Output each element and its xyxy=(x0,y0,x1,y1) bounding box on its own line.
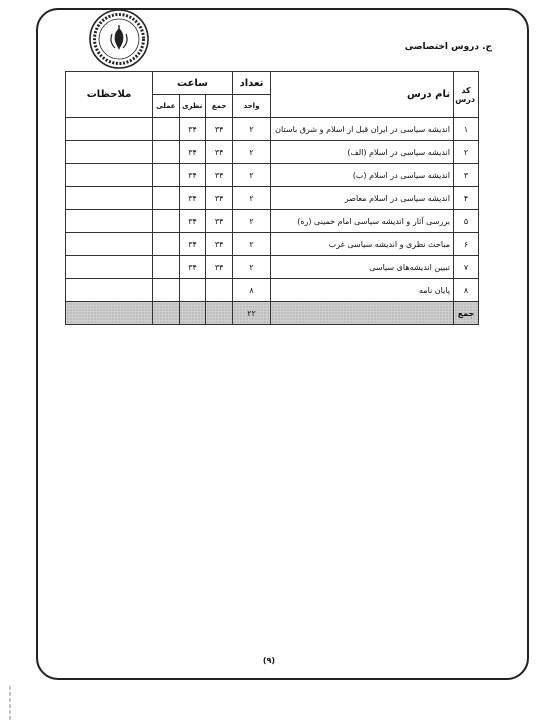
course-theory-hours: ۳۴ xyxy=(179,187,206,210)
official-seal-icon xyxy=(88,8,150,70)
course-total-hours: ۳۴ xyxy=(206,256,233,279)
course-theory-hours: ۳۴ xyxy=(179,164,206,187)
course-total-hours: ۳۴ xyxy=(206,210,233,233)
table-row xyxy=(66,118,479,141)
units-subheader: واحد xyxy=(233,95,271,118)
units-header: تعداد xyxy=(233,72,271,95)
code-header xyxy=(454,72,479,118)
sum-notes xyxy=(66,302,153,325)
course-name: تبیین اندیشه‌های سیاسی xyxy=(271,256,454,279)
course-units: ۸ xyxy=(233,279,271,302)
theory-hours-header: نظری xyxy=(179,95,206,118)
course-notes xyxy=(66,187,153,210)
course-practical-hours xyxy=(153,279,180,302)
page-number: (۹) xyxy=(262,656,276,665)
course-total-hours: ۳۴ xyxy=(206,233,233,256)
section-title: ج. دروس اختصاصی xyxy=(404,42,492,52)
course-code: ۶ xyxy=(454,233,479,256)
table-row xyxy=(66,164,479,187)
sum-units: ۲۲ xyxy=(233,302,271,325)
sum-label: جمع xyxy=(454,302,479,325)
course-notes xyxy=(66,210,153,233)
course-name: بررسی آثار و اندیشه سیاسی امام خمینی (ره) xyxy=(271,210,454,233)
course-theory-hours: ۳۴ xyxy=(179,256,206,279)
course-notes xyxy=(66,233,153,256)
table-row xyxy=(66,141,479,164)
course-code: ۲ xyxy=(454,141,479,164)
notes-header: ملاحظات xyxy=(66,72,153,118)
course-code: ۵ xyxy=(454,210,479,233)
table-row xyxy=(66,210,479,233)
course-theory-hours: ۳۴ xyxy=(179,210,206,233)
table-row xyxy=(66,233,479,256)
course-practical-hours xyxy=(153,210,180,233)
course-notes xyxy=(66,279,153,302)
course-theory-hours xyxy=(179,279,206,302)
course-total-hours: ۳۴ xyxy=(206,164,233,187)
course-practical-hours xyxy=(153,256,180,279)
sum-practical-hours xyxy=(153,302,180,325)
table-row xyxy=(66,187,479,210)
sum-theory-hours xyxy=(179,302,206,325)
course-code: ۱ xyxy=(454,118,479,141)
course-code: ۷ xyxy=(454,256,479,279)
course-theory-hours: ۳۴ xyxy=(179,118,206,141)
course-total-hours: ۳۴ xyxy=(206,118,233,141)
course-practical-hours xyxy=(153,118,180,141)
course-theory-hours: ۳۴ xyxy=(179,141,206,164)
sum-total-hours xyxy=(206,302,233,325)
course-code: ۸ xyxy=(454,279,479,302)
course-units: ۲ xyxy=(233,233,271,256)
course-practical-hours xyxy=(153,141,180,164)
course-name: اندیشه سیاسی در اسلام (الف) xyxy=(271,141,454,164)
course-code: ۳ xyxy=(454,164,479,187)
course-theory-hours: ۳۴ xyxy=(179,233,206,256)
practical-hours-header: عملی xyxy=(153,95,180,118)
hours-header: ساعت xyxy=(153,72,233,95)
course-notes xyxy=(66,118,153,141)
course-practical-hours xyxy=(153,164,180,187)
course-practical-hours xyxy=(153,233,180,256)
name-header: نام درس xyxy=(271,72,454,118)
total-hours-header: جمع xyxy=(206,95,233,118)
table-row xyxy=(66,256,479,279)
course-name: مباحث نظری و اندیشه سیاسی غرب xyxy=(271,233,454,256)
course-units: ۲ xyxy=(233,256,271,279)
table-row xyxy=(66,279,479,302)
course-total-hours: ۳۴ xyxy=(206,187,233,210)
table-header-row xyxy=(66,72,479,95)
sum-row xyxy=(66,302,479,325)
courses-table xyxy=(65,71,479,325)
course-name: پایان نامه xyxy=(271,279,454,302)
sum-name-cell xyxy=(271,302,454,325)
course-units: ۲ xyxy=(233,187,271,210)
code-header-line2: درس xyxy=(455,94,475,104)
course-total-hours: ۳۴ xyxy=(206,141,233,164)
course-units: ۲ xyxy=(233,164,271,187)
course-notes xyxy=(66,141,153,164)
course-notes xyxy=(66,256,153,279)
course-code: ۴ xyxy=(454,187,479,210)
course-name: اندیشه سیاسی در اسلام معاصر xyxy=(271,187,454,210)
course-units: ۲ xyxy=(233,141,271,164)
course-units: ۲ xyxy=(233,210,271,233)
course-name: اندیشه سیاسی در اسلام (ب) xyxy=(271,164,454,187)
margin-dots xyxy=(9,685,11,721)
course-total-hours xyxy=(206,279,233,302)
course-notes xyxy=(66,164,153,187)
course-name: اندیشه سیاسی در ایران قبل از اسلام و شرق باستان xyxy=(271,118,454,141)
course-practical-hours xyxy=(153,187,180,210)
code-header-line1: کد xyxy=(461,85,471,95)
course-units: ۲ xyxy=(233,118,271,141)
